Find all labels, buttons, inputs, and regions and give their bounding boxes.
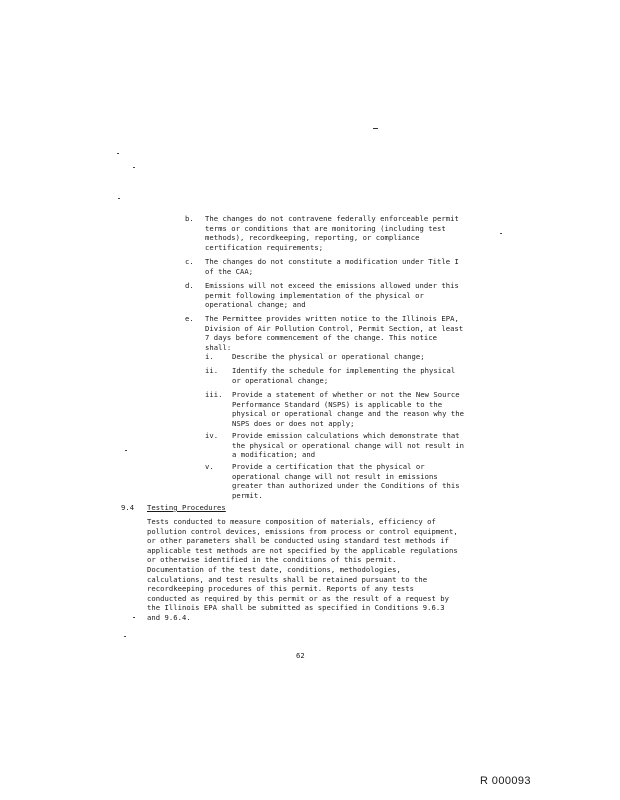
text-line: terms or conditions that are monitoring (including test	[205, 223, 446, 233]
text-line: recordkeeping procedures of this permit. Reports of any tests	[147, 584, 415, 594]
scan-speck	[118, 198, 120, 199]
text-line: calculations, and test results shall be retained pursuant to the	[147, 574, 428, 584]
text-line: permit.	[232, 490, 263, 500]
text-line: the Illinois EPA shall be submitted as specified in Conditions 9.6.3	[147, 603, 445, 613]
page-number: 62	[296, 651, 305, 660]
subitem-v-text	[232, 462, 460, 500]
text-line: or other parameters shall be conducted using standard test methods if	[147, 536, 450, 546]
text-line: The Permittee provides written notice to the Illinois EPA,	[205, 314, 459, 323]
subitem-ii-text	[232, 366, 455, 385]
condition-label: d.	[185, 281, 194, 290]
scan-speck	[500, 233, 502, 234]
text-line: methods), recordkeeping, reporting, or compliance	[205, 233, 420, 243]
section-title: Testing Procedures	[147, 503, 226, 512]
subitem-iv-text	[232, 431, 464, 460]
text-line: and 9.6.4.	[147, 612, 191, 622]
scan-speck	[124, 636, 126, 637]
text-line: Documentation of the test date, conditions, methodologies,	[147, 564, 401, 574]
text-line: Identify the schedule for implementing the physical	[232, 366, 456, 375]
text-line: shall:	[205, 342, 232, 352]
condition-e-text	[205, 314, 463, 352]
text-line: pollution control devices, emissions from process or control equipment,	[147, 526, 458, 536]
subitem-label: i.	[205, 352, 214, 361]
text-line: applicable test methods are not specified by the applicable regulations	[147, 545, 458, 555]
text-line: NSPS does or does not apply;	[232, 418, 355, 428]
text-line: 7 days before commencement of the change. This notice	[205, 333, 437, 343]
condition-b-text	[205, 214, 459, 252]
text-line: physical or operational change and the reason why the	[232, 409, 464, 419]
text-line: Describe the physical or operational change;	[232, 352, 425, 361]
text-line: of the CAA;	[205, 266, 254, 276]
text-line: permit following implementation of the physical or	[205, 290, 424, 300]
scan-speck	[125, 450, 127, 451]
subitem-label: ii.	[205, 366, 219, 375]
subitem-i-text	[232, 352, 425, 362]
condition-label: b.	[185, 214, 194, 223]
text-line: or operational change;	[232, 375, 329, 385]
text-line: the physical or operational change will not result in	[232, 440, 464, 450]
subitem-label: iv.	[205, 431, 219, 440]
text-line: Provide emission calculations which demonstrate that	[232, 431, 460, 440]
text-line: Division of Air Pollution Control, Permit Section, at least	[205, 323, 464, 333]
subitem-label: iii.	[205, 390, 223, 399]
condition-d-text	[205, 281, 459, 310]
bates-number: R 000093	[480, 775, 531, 787]
scan-mark	[373, 128, 378, 129]
text-line: Tests conducted to measure composition of materials, efficiency of	[147, 517, 436, 526]
text-line: The changes do not contravene federally enforceable permit	[205, 214, 459, 223]
text-line: certification requirements;	[205, 242, 324, 252]
section-body	[147, 517, 458, 623]
condition-label: c.	[185, 257, 194, 266]
text-line: or otherwise identified in the conditions of this permit.	[147, 555, 397, 565]
condition-label: e.	[185, 314, 194, 323]
text-line: conducted as required by this permit or as the result of a request by	[147, 593, 450, 603]
text-line: Provide a certification that the physical or	[232, 462, 425, 471]
scan-speck	[133, 617, 135, 618]
condition-c-text	[205, 257, 459, 276]
text-line: operational change will not result in emissions	[232, 471, 438, 481]
subitem-label: v.	[205, 462, 214, 471]
text-line: The changes do not constitute a modification under Title I	[205, 257, 459, 266]
text-line: Emissions will not exceed the emissions allowed under this	[205, 281, 459, 290]
text-line: operational change; and	[205, 300, 306, 310]
text-line: Provide a statement of whether or not the New Source	[232, 390, 460, 399]
subitem-iii-text	[232, 390, 464, 428]
section-number: 9.4	[121, 503, 135, 512]
text-line: greater than authorized under the Conditions of this	[232, 481, 460, 491]
text-line: a modification; and	[232, 450, 316, 460]
text-line: Performance Standard (NSPS) is applicable to the	[232, 399, 443, 409]
scan-speck	[133, 167, 135, 168]
scan-speck	[117, 153, 119, 154]
